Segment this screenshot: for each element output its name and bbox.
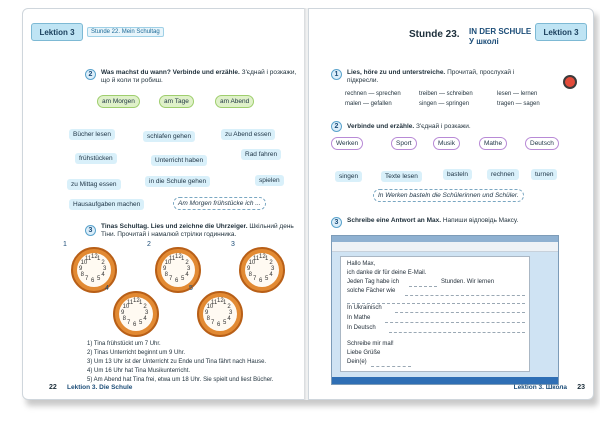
example-sentence: Am Morgen frühstücke ich ... — [173, 197, 266, 210]
left-page — [22, 8, 306, 400]
example-sentence: In Werken basteln die Schülerinnen und Schüler. — [373, 189, 524, 202]
clock-numeral: 10 — [164, 260, 172, 266]
clock-dial — [161, 253, 195, 287]
clock-face — [71, 247, 117, 293]
answer-blank — [347, 303, 525, 304]
clock-numeral: 1 — [265, 255, 269, 262]
clock-numeral: 5 — [223, 320, 227, 327]
sentence-line: 4) Um 16 Uhr hat Tina Musikunterricht. — [87, 368, 191, 374]
task-instruction — [101, 69, 299, 85]
task-translation: Шкільний день Тіни. Прочитай і намалюй стрілки годинника. — [101, 223, 294, 238]
clock-numeral: 6 — [217, 322, 221, 328]
clock-numeral: 12 — [175, 254, 182, 260]
word-pair: tragen — sagen — [497, 101, 540, 107]
clock-numeral: 9 — [205, 310, 209, 316]
subject-pill: Musik — [433, 137, 460, 150]
stunde-german: IN DER SCHULE — [469, 27, 532, 36]
verb-pill: Texte lesen — [381, 171, 422, 182]
time-pill: am Abend — [215, 95, 254, 108]
task-translation: Напиши відповідь Максу. — [442, 217, 519, 224]
clock-numeral: 3 — [103, 266, 107, 272]
task-number: 1 — [331, 69, 342, 80]
clock-numeral: 8 — [80, 272, 84, 278]
stunde-label: Stunde 22. Mein Schultag — [87, 27, 164, 37]
clock-numeral: 4 — [185, 272, 189, 278]
subject-pill: Deutsch — [525, 137, 559, 150]
clock-numeral: 2 — [269, 260, 273, 266]
word-pair: malen — gefallen — [345, 101, 392, 107]
lektion-tab-left: Lektion 3 — [31, 23, 83, 41]
answer-blank — [385, 322, 525, 323]
clock-numeral: 4 — [269, 272, 273, 278]
subject-pill: Sport — [391, 137, 417, 150]
task-instruction — [347, 123, 547, 131]
activity-pill: Unterricht haben — [151, 155, 207, 166]
word-pair: treiben — schreiben — [419, 91, 473, 97]
answer-blank — [395, 312, 525, 313]
stunde-ukrainian: У школі — [469, 37, 499, 46]
window-toolbar — [332, 242, 558, 252]
clock-numeral: 10 — [248, 260, 256, 266]
clock-numeral: 10 — [80, 260, 88, 266]
open-textbook — [22, 8, 594, 404]
answer-blank — [409, 286, 437, 287]
clock-numeral: 2 — [143, 304, 147, 310]
activity-pill: Bücher lesen — [69, 129, 115, 140]
task-number: 2 — [331, 121, 342, 132]
word-pair: rechnen — sprechen — [345, 91, 401, 97]
verb-pill: basteln — [443, 169, 472, 180]
clock-numeral: 12 — [133, 298, 140, 304]
activity-pill: in die Schule gehen — [145, 176, 210, 187]
clock-numeral: 11 — [85, 255, 92, 262]
clock-numeral: 9 — [79, 266, 83, 272]
clock-numeral: 4 — [101, 272, 105, 278]
clock-face — [239, 247, 285, 293]
clock-dial — [245, 253, 279, 287]
answer-blank — [371, 366, 411, 367]
activity-pill: frühstücken — [75, 153, 117, 164]
lektion-tab-right: Lektion 3 — [535, 23, 587, 41]
clock-numeral: 7 — [211, 320, 215, 327]
task-title: Verbinde und erzähle. — [347, 123, 415, 130]
verb-pill: singen — [335, 171, 362, 182]
clock-numeral: 1 — [223, 299, 227, 306]
clock-numeral: 12 — [217, 298, 224, 304]
letter-line: Stunden. Wir lernen — [441, 279, 495, 285]
clock-numeral: 11 — [127, 299, 134, 306]
task-title: Lies, höre zu und unterstreiche. — [347, 69, 446, 76]
clock-numeral: 11 — [211, 299, 218, 306]
clock-numeral: 3 — [229, 310, 233, 316]
task-number: 2 — [85, 69, 96, 80]
clock-numeral: 8 — [248, 272, 252, 278]
email-screenshot — [331, 235, 559, 385]
clock-label: 1 — [63, 241, 67, 248]
clock-numeral: 6 — [91, 278, 95, 284]
clock-numeral: 5 — [265, 276, 269, 283]
task-translation: Прочитай, прослухай і підкресли. — [347, 69, 515, 84]
clock-face — [197, 291, 243, 337]
activity-pill: Hausaufgaben machen — [69, 199, 144, 210]
clock-numeral: 9 — [163, 266, 167, 272]
verb-pill: rechnen — [487, 169, 519, 180]
activity-pill: Rad fahren — [241, 149, 281, 160]
clock-numeral: 1 — [139, 299, 143, 306]
clock-numeral: 4 — [227, 316, 231, 322]
clock-numeral: 10 — [206, 304, 214, 310]
clock-numeral: 5 — [97, 276, 101, 283]
task-number: 3 — [331, 217, 342, 228]
letter-line: Hallo Max, — [347, 261, 376, 267]
task-instruction — [347, 69, 547, 85]
clock-dial — [203, 297, 237, 331]
clock-label: 2 — [147, 241, 151, 248]
clock-face — [113, 291, 159, 337]
clock-numeral: 7 — [85, 276, 89, 283]
clock-numeral: 6 — [259, 278, 263, 284]
task-translation: З'єднай і розкажи. — [416, 123, 471, 130]
page-number: 22 — [49, 384, 57, 391]
clock-numeral: 2 — [227, 304, 231, 310]
clock-numeral: 1 — [181, 255, 185, 262]
word-pair: singen — springen — [419, 101, 470, 107]
clock-dial — [77, 253, 111, 287]
clock-numeral: 5 — [181, 276, 185, 283]
sentence-line: 1) Tina frühstückt um 7 Uhr. — [87, 341, 161, 347]
clock-numeral: 11 — [253, 255, 260, 262]
answer-blank — [389, 332, 525, 333]
clock-numeral: 6 — [133, 322, 137, 328]
clock-numeral: 3 — [271, 266, 275, 272]
clock-face — [155, 247, 201, 293]
clock-label: 5 — [189, 285, 193, 292]
clock-numeral: 5 — [139, 320, 143, 327]
time-pill: am Tage — [159, 95, 194, 108]
clock-numeral: 12 — [259, 254, 266, 260]
page-footer: Lektion 3. Die Schule — [67, 383, 133, 391]
letter-line: In Deutsch — [347, 325, 376, 331]
task-title: Was machst du wann? Verbinde und erzähle. — [101, 69, 240, 76]
clock-numeral: 11 — [169, 255, 176, 262]
task-translation: З'єднай і розкажи, що й коли ти робиш. — [101, 69, 297, 84]
task-title: Schreibe eine Antwort an Max. — [347, 217, 442, 224]
clock-numeral: 10 — [122, 304, 130, 310]
clock-numeral: 8 — [206, 316, 210, 322]
task-number: 3 — [85, 225, 96, 236]
letter-line: solche Fächer wie — [347, 288, 396, 294]
letter-line: Dein(e) — [347, 359, 367, 365]
word-pair: lesen — lernen — [497, 91, 538, 97]
clock-numeral: 4 — [143, 316, 147, 322]
sentence-line: 3) Um 13 Uhr ist der Unterricht zu Ende und Tina fährt nach Hause. — [87, 359, 267, 365]
right-page — [308, 8, 594, 400]
letter-line: In Mathe — [347, 315, 371, 321]
verb-pill: turnen — [531, 169, 557, 180]
letter-line: In Ukrainisch — [347, 305, 382, 311]
clock-numeral: 7 — [127, 320, 131, 327]
activity-pill: spielen — [255, 175, 284, 186]
stunde-title: Stunde 23. — [409, 29, 460, 40]
clock-numeral: 8 — [122, 316, 126, 322]
clock-numeral: 7 — [169, 276, 173, 283]
clock-numeral: 8 — [164, 272, 168, 278]
page-footer: Lektion 3. Школа — [513, 383, 567, 391]
clock-numeral: 3 — [145, 310, 149, 316]
activity-pill: zu Mittag essen — [67, 179, 121, 190]
letter-line: Liebe Grüße — [347, 350, 381, 356]
letter-line: ich danke dir für deine E-Mail. — [347, 270, 427, 276]
letter-line: Jeden Tag habe ich — [347, 279, 399, 285]
clock-label: 4 — [105, 285, 109, 292]
subject-pill: Werken — [331, 137, 363, 150]
letter-line: Schreibe mir mal! — [347, 341, 394, 347]
clock-numeral: 9 — [121, 310, 125, 316]
task-instruction — [101, 223, 299, 239]
activity-pill: schlafen gehen — [143, 131, 195, 142]
page-number: 23 — [577, 384, 585, 391]
sentence-line: 5) Am Abend hat Tina frei, etwa um 18 Uhr. Sie spielt und liest Bücher. — [87, 377, 274, 383]
sentence-line: 2) Tinas Unterricht beginnt um 9 Uhr. — [87, 350, 186, 356]
headphones-icon — [563, 75, 577, 89]
letter-document — [340, 256, 530, 372]
clock-dial — [119, 297, 153, 331]
clock-numeral: 1 — [97, 255, 101, 262]
clock-numeral: 3 — [187, 266, 191, 272]
clock-numeral: 9 — [247, 266, 251, 272]
subject-pill: Mathe — [479, 137, 507, 150]
clock-numeral: 12 — [91, 254, 98, 260]
time-pill: am Morgen — [97, 95, 140, 108]
task-instruction — [347, 217, 547, 225]
clock-numeral: 2 — [101, 260, 105, 266]
clock-numeral: 7 — [253, 276, 257, 283]
task-title: Tinas Schultag. Lies und zeichne die Uhrzeiger. — [101, 223, 248, 230]
clock-label: 3 — [231, 241, 235, 248]
clock-numeral: 6 — [175, 278, 179, 284]
clock-numeral: 2 — [185, 260, 189, 266]
answer-blank — [405, 295, 525, 296]
activity-pill: zu Abend essen — [221, 129, 275, 140]
